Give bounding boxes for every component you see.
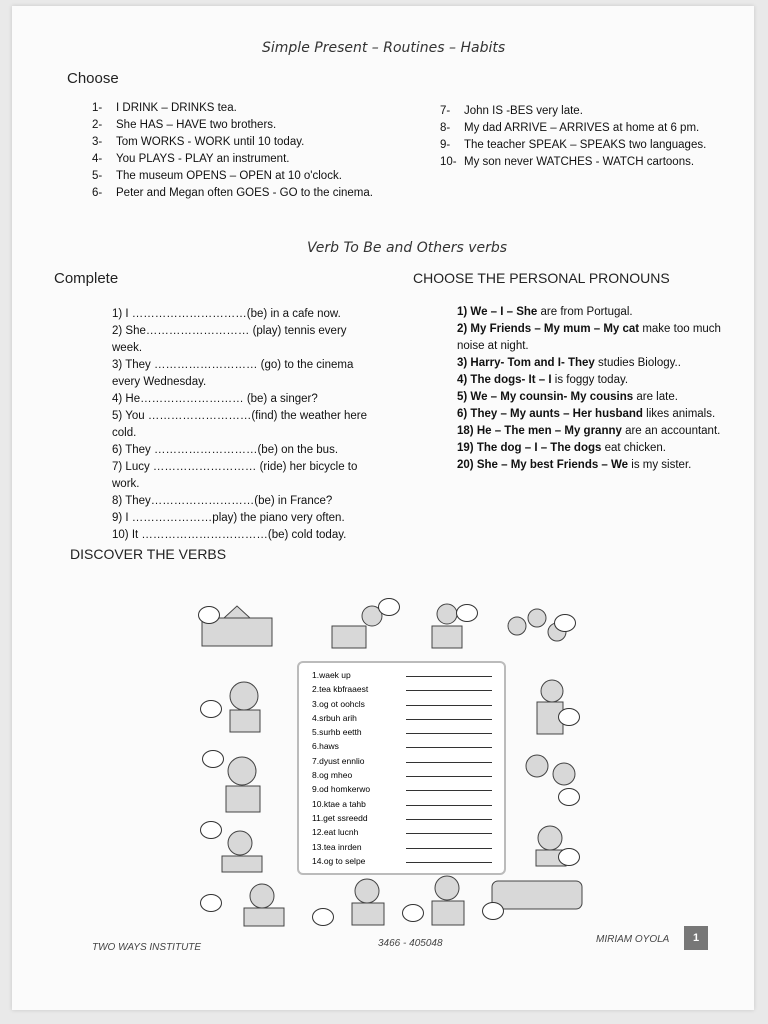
author-name: MIRIAM OYOLA (596, 934, 670, 945)
phone-number: 3466 - 405048 (378, 938, 443, 949)
pronoun-sentence: is my sister. (628, 459, 692, 471)
speech-bubble (312, 908, 334, 926)
scrambled-word: 2.tea kbfraaest (312, 684, 369, 695)
pronoun-item (457, 440, 725, 457)
pronoun-item (457, 423, 725, 440)
choose-item (92, 117, 392, 134)
item-text: Tom WORKS - WORK until 10 today. (116, 136, 305, 148)
pronoun-sentence: is foggy today. (551, 374, 629, 386)
pronouns-list (457, 304, 725, 474)
scrambled-word-row (312, 725, 492, 739)
item-number: 3- (92, 136, 103, 148)
choose-item (440, 154, 740, 171)
speech-bubble (456, 604, 478, 622)
pronoun-sentence: eat chicken. (601, 442, 666, 454)
discover-heading: DISCOVER THE VERBS (70, 546, 227, 562)
item-text: Peter and Megan often GOES - GO to the cinema. (116, 187, 373, 199)
scrambled-words-list (312, 668, 492, 868)
speech-bubble (558, 848, 580, 866)
complete-item: 9) I …………………play) the piano very often. (112, 512, 345, 524)
scrambled-word: 4.srbuh arih (312, 712, 357, 723)
scrambled-word: 12.eat lucnh (312, 827, 359, 838)
scrambled-word: 10.ktae a tahb (312, 798, 366, 809)
speech-bubble (200, 894, 222, 912)
item-text: My son never WATCHES - WATCH cartoons. (464, 156, 695, 168)
complete-item: 2) She……………………… (play) tennis every week. (112, 325, 347, 354)
speech-bubble (558, 788, 580, 806)
section-subtitle: Verb To Be and Others verbs (307, 240, 508, 256)
item-text: I DRINK – DRINKS tea. (116, 102, 237, 114)
complete-heading: Complete (54, 270, 119, 287)
item-number: 7- (440, 105, 451, 117)
scrambled-word: 14.og to selpe (312, 855, 366, 866)
scrambled-word: 9.od homkerwo (312, 784, 371, 795)
pronoun-options: 6) They – My aunts – Her husband (457, 408, 643, 420)
answer-line[interactable] (406, 854, 492, 863)
speech-bubble (558, 708, 580, 726)
complete-list (112, 306, 372, 544)
worksheet-title: Simple Present – Routines – Habits (262, 40, 506, 56)
scrambled-word-row (312, 811, 492, 825)
answer-line[interactable] (406, 739, 492, 748)
speech-bubble (198, 606, 220, 624)
pronoun-options: 3) Harry- Tom and I- They (457, 357, 595, 369)
pronoun-options: 2) My Friends – My mum – My cat (457, 323, 640, 335)
item-text: You PLAYS - PLAY an instrument. (116, 153, 290, 165)
answer-line[interactable] (406, 811, 492, 820)
choose-item (92, 151, 392, 168)
choose-item (92, 185, 392, 202)
answer-line[interactable] (406, 668, 492, 677)
item-number: 6- (92, 187, 103, 199)
choose-list-left (92, 100, 392, 202)
pronoun-options: 18) He – The men – My granny (457, 425, 622, 437)
pronoun-item (457, 457, 725, 474)
item-text: The teacher SPEAK – SPEAKS two languages. (464, 139, 707, 151)
answer-line[interactable] (406, 697, 492, 706)
complete-item: 8) They………………………(be) in France? (112, 495, 333, 507)
pronoun-item (457, 304, 725, 321)
scrambled-word-row (312, 840, 492, 854)
speech-bubble (554, 614, 576, 632)
scrambled-word-row (312, 797, 492, 811)
pronoun-options: 19) The dog – I – The dogs (457, 442, 602, 454)
answer-line[interactable] (406, 782, 492, 791)
scrambled-word-row (312, 754, 492, 768)
pronoun-sentence: are late. (633, 391, 678, 403)
scrambled-word-row (312, 668, 492, 682)
complete-item: 1) I …………………………(be) in a cafe now. (112, 308, 341, 320)
scrambled-word: 6.haws (312, 741, 339, 752)
pronoun-item (457, 355, 725, 372)
item-text: She HAS – HAVE two brothers. (116, 119, 277, 131)
speech-bubble (378, 598, 400, 616)
item-number: 2- (92, 119, 103, 131)
item-number: 4- (92, 153, 103, 165)
scrambled-word-row (312, 697, 492, 711)
answer-line[interactable] (406, 682, 492, 691)
scrambled-word: 13.tea inrden (312, 841, 362, 852)
page-number: 1 (684, 926, 708, 950)
pronoun-options: 1) We – I – She (457, 306, 538, 318)
pronoun-item (457, 406, 725, 423)
speech-bubble (482, 902, 504, 920)
choose-item (440, 103, 740, 120)
pronoun-item (457, 372, 725, 389)
pronouns-heading: CHOOSE THE PERSONAL PRONOUNS (413, 270, 670, 286)
item-number: 8- (440, 122, 451, 134)
pronoun-item (457, 321, 725, 355)
pronoun-sentence: are from Portugal. (537, 306, 633, 318)
answer-line[interactable] (406, 754, 492, 763)
choose-item (92, 168, 392, 185)
scrambled-word: 1.waek up (312, 670, 351, 680)
worksheet-page (12, 6, 754, 1010)
choose-item (92, 134, 392, 151)
complete-item: 6) They ………………………(be) on the bus. (112, 444, 339, 456)
scrambled-word-row (312, 825, 492, 839)
pronoun-options: 5) We – My counsin- My cousins (457, 391, 634, 403)
speech-bubble (202, 750, 224, 768)
institute-name: TWO WAYS INSTITUTE (92, 942, 202, 953)
choose-heading: Choose (67, 70, 119, 87)
item-text: The museum OPENS – OPEN at 10 o'clock. (116, 170, 342, 182)
item-number: 5- (92, 170, 103, 182)
scrambled-word-row (312, 682, 492, 696)
item-number: 9- (440, 139, 451, 151)
speech-bubble (200, 700, 222, 718)
answer-line[interactable] (406, 825, 492, 834)
answer-line[interactable] (406, 840, 492, 849)
answer-line[interactable] (406, 797, 492, 806)
complete-item: 10) It ……………………………(be) cold today. (112, 529, 347, 541)
pronoun-sentence: likes animals. (642, 408, 716, 420)
choose-item (440, 137, 740, 154)
speech-bubble (402, 904, 424, 922)
choose-item (92, 100, 392, 117)
scrambled-word-row (312, 854, 492, 868)
scrambled-word: 7.dyust ennlio (312, 755, 365, 766)
choose-item (440, 120, 740, 137)
scrambled-word: 11.get ssreedd (312, 812, 368, 823)
pronoun-sentence: studies Biology.. (594, 357, 681, 369)
item-text: John IS -BES very late. (464, 105, 583, 117)
scrambled-word-row (312, 782, 492, 796)
item-text: My dad ARRIVE – ARRIVES at home at 6 pm. (464, 122, 700, 134)
scrambled-word: 5.surhb eetth (312, 727, 362, 738)
choose-list-right (440, 103, 740, 171)
complete-item: 7) Lucy ……………………… (ride) her bicycle to work. (112, 461, 358, 490)
item-number: 10- (440, 156, 457, 168)
complete-item: 5) You ………………………(find) the weather here cold. (112, 410, 368, 439)
complete-item: 4) He……………………… (be) a singer? (112, 393, 318, 405)
pronoun-item (457, 389, 725, 406)
pronoun-options: 4) The dogs- It – I (457, 374, 552, 386)
pronoun-sentence: are an accountant. (621, 425, 721, 437)
pronoun-options: 20) She – My best Friends – We (457, 459, 629, 471)
complete-item: 3) They ……………………… (go) to the cinema every Wednesday. (112, 359, 354, 388)
answer-line[interactable] (406, 768, 492, 777)
speech-bubble (200, 821, 222, 839)
item-number: 1- (92, 102, 103, 114)
scrambled-word-row (312, 768, 492, 782)
scrambled-word-row (312, 739, 492, 753)
scrambled-word-row (312, 711, 492, 725)
answer-line[interactable] (406, 711, 492, 720)
answer-line[interactable] (406, 725, 492, 734)
pronoun-sentence: make too much noise at night. (457, 323, 721, 352)
scrambled-word: 8.og mheo (312, 770, 353, 781)
scrambled-word: 3.og ot oohcls (312, 698, 365, 709)
